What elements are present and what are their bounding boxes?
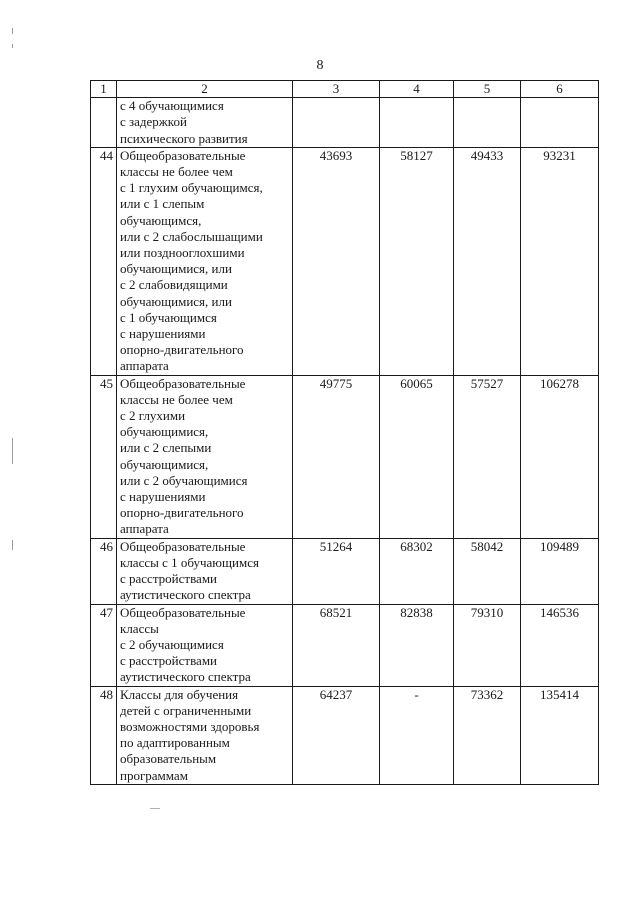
table-row [91, 98, 599, 148]
column-header: 1 [91, 81, 117, 98]
description-line: образовательным [120, 751, 217, 767]
description-line: обучающимися, [120, 424, 209, 440]
value-cell-col4: 58127 [380, 147, 454, 375]
description-line: или с 2 слабослышащими [120, 228, 263, 244]
scan-bottom-mark [150, 808, 160, 809]
table-row [91, 147, 599, 375]
value-cell-col3 [293, 98, 380, 148]
description-line: с 4 обучающимися [120, 98, 224, 114]
class-type-description [117, 98, 293, 148]
row-number [91, 98, 117, 148]
description-line: с расстройствами [120, 571, 217, 587]
table-header-row [91, 81, 599, 98]
description-line: аппарата [120, 358, 169, 374]
description-line: с задержкой [120, 114, 187, 130]
value-cell-col6: 106278 [521, 375, 599, 538]
column-header: 3 [293, 81, 380, 98]
column-header: 5 [454, 81, 521, 98]
rates-table [90, 80, 599, 785]
value-cell-col6: 135414 [521, 686, 599, 784]
description-line: по адаптированным [120, 735, 230, 751]
description-line: или с 2 слепыми [120, 440, 212, 456]
value-cell-col3: 64237 [293, 686, 380, 784]
description-line: классы не более чем [120, 164, 233, 180]
description-line: опорно-двигательного [120, 505, 244, 521]
value-cell-col4: 60065 [380, 375, 454, 538]
table-row [91, 375, 599, 538]
description-line: аппарата [120, 521, 169, 537]
description-line: Общеобразовательные [120, 147, 246, 163]
description-line: с нарушениями [120, 326, 206, 342]
value-cell-col5: 58042 [454, 538, 521, 604]
table-row [91, 604, 599, 686]
description-line: Общеобразовательные [120, 604, 246, 620]
description-line: классы [120, 620, 159, 636]
row-number: 45 [91, 375, 117, 538]
row-number: 47 [91, 604, 117, 686]
description-line: аутистического спектра [120, 587, 251, 603]
description-line: с 2 обучающимися [120, 636, 224, 652]
row-number: 48 [91, 686, 117, 784]
description-line: психического развития [120, 130, 248, 146]
value-cell-col5: 57527 [454, 375, 521, 538]
value-cell-col6 [521, 98, 599, 148]
description-line: обучающимися, [120, 456, 209, 472]
value-cell-col3: 43693 [293, 147, 380, 375]
scan-margin-mark [12, 438, 13, 464]
description-line: или с 2 обучающимися [120, 472, 248, 488]
description-line: с нарушениями [120, 489, 206, 505]
description-line: с 1 глухим обучающимся, [120, 180, 263, 196]
description-line: Общеобразовательные [120, 375, 246, 391]
value-cell-col3: 68521 [293, 604, 380, 686]
scan-margin-mark [12, 540, 13, 550]
row-number: 46 [91, 538, 117, 604]
description-line: с 2 глухими [120, 408, 186, 424]
value-cell-col4 [380, 98, 454, 148]
description-line: с 1 обучающимся [120, 309, 217, 325]
description-line: программам [120, 767, 188, 783]
value-cell-col5 [454, 98, 521, 148]
description-line: или с 1 слепым [120, 196, 205, 212]
description-line: детей с ограниченными [120, 702, 252, 718]
table-row [91, 686, 599, 784]
class-type-description [117, 686, 293, 784]
value-cell-col6: 109489 [521, 538, 599, 604]
scan-margin-mark [12, 28, 13, 34]
description-line: Классы для обучения [120, 686, 239, 702]
class-type-description [117, 147, 293, 375]
description-line: обучающимися, или [120, 293, 232, 309]
table-row [91, 538, 599, 604]
value-cell-col3: 49775 [293, 375, 380, 538]
value-cell-col5: 49433 [454, 147, 521, 375]
value-cell-col6: 146536 [521, 604, 599, 686]
page-number: 8 [316, 58, 324, 73]
description-line: или позднооглохшими [120, 245, 245, 261]
value-cell-col5: 73362 [454, 686, 521, 784]
table-body [91, 81, 599, 785]
description-line: с расстройствами [120, 653, 217, 669]
description-line: аутистического спектра [120, 669, 251, 685]
row-number: 44 [91, 147, 117, 375]
description-line: классы не более чем [120, 391, 233, 407]
scan-margin-mark [12, 44, 13, 48]
value-cell-col4: 68302 [380, 538, 454, 604]
class-type-description [117, 538, 293, 604]
value-cell-col4: - [380, 686, 454, 784]
description-line: Общеобразовательные [120, 538, 246, 554]
class-type-description [117, 375, 293, 538]
value-cell-col5: 79310 [454, 604, 521, 686]
column-header: 2 [117, 81, 293, 98]
description-line: обучающимися, или [120, 261, 232, 277]
description-line: опорно-двигательного [120, 342, 244, 358]
description-line: обучающимся, [120, 212, 202, 228]
description-line: классы с 1 обучающимся [120, 554, 259, 570]
value-cell-col6: 93231 [521, 147, 599, 375]
column-header: 6 [521, 81, 599, 98]
column-header: 4 [380, 81, 454, 98]
description-line: возможностями здоровья [120, 718, 260, 734]
description-line: с 2 слабовидящими [120, 277, 228, 293]
class-type-description [117, 604, 293, 686]
value-cell-col3: 51264 [293, 538, 380, 604]
value-cell-col4: 82838 [380, 604, 454, 686]
